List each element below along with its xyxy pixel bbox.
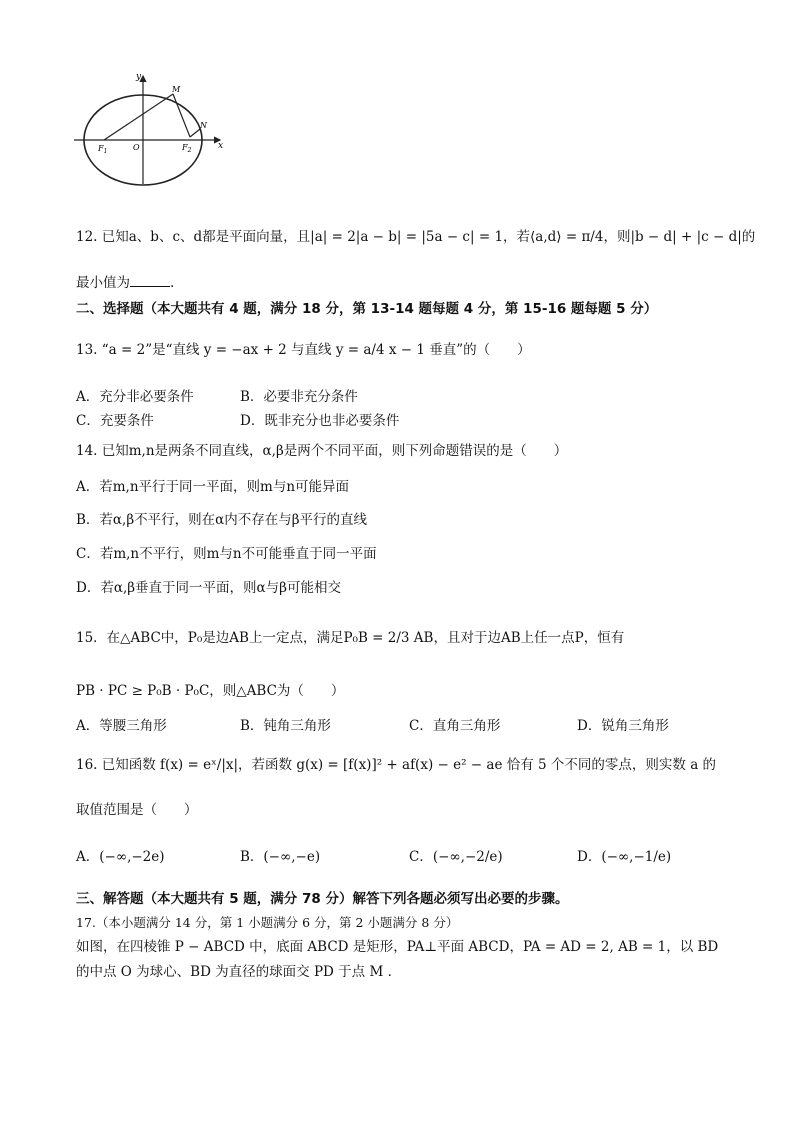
q16-stem-line1: 16. 已知函数 f(x) = eˣ/|x|，若函数 g(x) = [f(x)]² + af(x) − e² − ae 恰有 5 个不同的零点，则实数 a 的 [76, 757, 717, 773]
point-M-label: M [172, 85, 181, 94]
point-F2-label: $F_2$ [182, 143, 192, 154]
origin-label: O [133, 143, 140, 152]
point-N-label: N [200, 121, 207, 130]
q13-stem: 13. “a = 2”是“直线 y = −ax + 2 与直线 y = a/4 x − 1 垂直”的（ ） [76, 342, 531, 358]
q16-option-d: D．(−∞,−1/e) [577, 849, 672, 865]
q13-option-b: B．必要非充分条件 [240, 389, 358, 405]
q12-line1: 12. 已知a、b、c、d都是平面向量，且|a| = 2|a − b| = |5a − c| = 1，若⟨a,d⟩ = π/4，则|b − d| + |c − d|的 [76, 229, 756, 245]
x-axis-label: x [218, 141, 224, 151]
q14-option-d: D．若α,β垂直于同一平面，则α与β可能相交 [76, 580, 341, 596]
q17-line2: 的中点 O 为球心、BD 为直径的球面交 PD 于点 M ． [76, 964, 402, 980]
q17-line1: 如图，在四棱锥 P − ABCD 中，底面 ABCD 是矩形，PA⊥平面 ABCD，PA = AD = 2, AB = 1，以 BD [76, 939, 719, 955]
q14-option-b: B．若α,β不平行，则在α内不存在与β平行的直线 [76, 512, 368, 528]
q13-option-c: C．充要条件 [76, 413, 154, 429]
q13-option-d: D．既非充分也非必要条件 [240, 413, 400, 429]
q12-line2-text: 最小值为 [76, 275, 130, 291]
ellipse-figure [70, 66, 230, 190]
section2-title: 二、选择题（本大题共有 4 题，满分 18 分，第 13-14 题每题 4 分，第 15-16 题每题 5 分） [76, 301, 658, 317]
q13-option-a: A．充分非必要条件 [76, 389, 194, 405]
q15-stem-line2: PB · PC ≥ P₀B · P₀C，则△ABC为（ ） [76, 683, 345, 699]
y-axis-label: y [136, 72, 142, 82]
q16-option-a: A．(−∞,−2e) [76, 849, 165, 865]
q14-option-a: A．若m,n平行于同一平面，则m与n可能异面 [76, 479, 350, 495]
q16-option-c: C．(−∞,−2/e) [409, 849, 503, 865]
q16-stem-line2: 取值范围是（ ） [76, 802, 198, 818]
answer-blank [130, 274, 170, 287]
segment-F2N [190, 129, 200, 137]
q12-line2: 最小值为 . [76, 275, 175, 291]
q14-stem: 14. 已知m,n是两条不同直线，α,β是两个不同平面，则下列命题错误的是（ ） [76, 443, 568, 459]
segment-MF2 [173, 94, 190, 137]
q16-option-b: B．(−∞,−e) [240, 849, 321, 865]
q15-option-b: B．钝角三角形 [240, 718, 331, 734]
q15-option-c: C．直角三角形 [409, 718, 501, 734]
point-F1-label: $F_1$ [98, 144, 108, 155]
section3-title: 三、解答题（本大题共有 5 题，满分 78 分）解答下列各题必须写出必要的步骤。 [76, 891, 569, 907]
q17-note: 17.（本小题满分 14 分，第 1 小题满分 6 分，第 2 小题满分 8 分） [76, 915, 459, 930]
q15-option-a: A．等腰三角形 [76, 718, 167, 734]
q14-option-c: C．若m,n不平行，则m与n不可能垂直于同一平面 [76, 546, 377, 562]
q15-stem-line1: 15．在△ABC中，P₀是边AB上一定点，满足P₀B = 2/3 AB，且对于边AB上任一点P，恒有 [76, 630, 625, 646]
q15-option-d: D．锐角三角形 [577, 718, 669, 734]
